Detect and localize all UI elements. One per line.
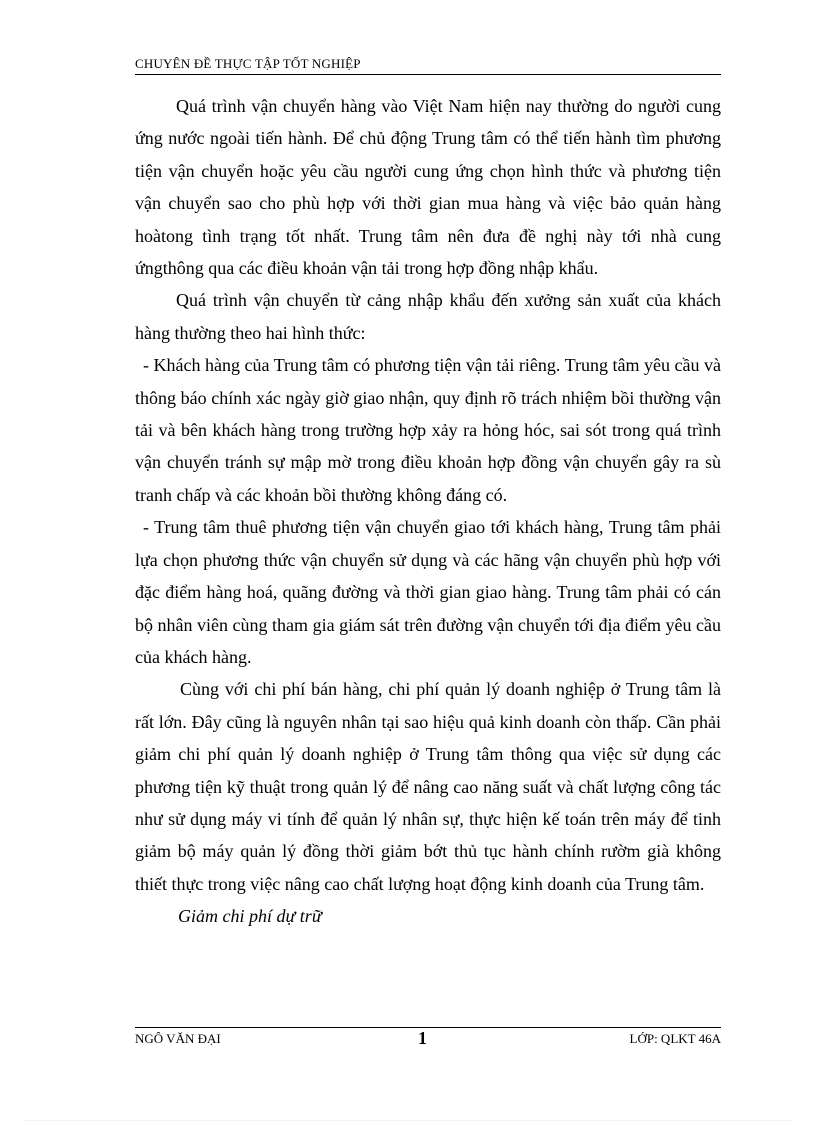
footer-author: NGÔ VĂN ĐẠI (135, 1031, 221, 1046)
paragraph-reduce-storage-costs: Giảm chi phí dự trữ (178, 906, 322, 927)
running-header: CHUYÊN ĐỀ THỰC TẬP TỐT NGHIỆP (135, 56, 361, 71)
paragraph-transport-forms: Quá trình vận chuyển từ cảng nhập khẩu đến xưởng sản xuất của khách hàng thường theo hai hình thức: (135, 290, 721, 343)
footer-divider (135, 1027, 721, 1028)
paragraph-center-hires-transport: - Trung tâm thuê phương tiện vận chuyển giao tới khách hàng, Trung tâm phải lựa chọn phương thức vận chuyển sử dụng và các hãng vận chuyển phù hợp với đặc điểm hàng hoá, quãng đường và thời gian giao hàng. Trung tâm phải có cán bộ nhân viên cùng tham gia giám sát trên đường vận chuyển tới địa điểm yêu cầu của khách hàng. (135, 517, 721, 667)
page-number: 1 (418, 1028, 427, 1048)
header-divider (135, 74, 721, 75)
page-bottom-border (25, 1120, 791, 1121)
paragraph-management-costs: Cùng với chi phí bán hàng, chi phí quản lý doanh nghiệp ở Trung tâm là rất lớn. Đây cũng là nguyên nhân tại sao hiệu quả kinh doanh còn thấp. Cần phải giảm chi phí quản lý doanh nghiệp ở Trung tâm thông qua việc sử dụng các phương tiện kỹ thuật trong quản lý để nâng cao năng suất và chất lượng công tác như sử dụng máy vi tính để quản lý nhân sự, thực hiện kế toán trên máy để tinh giảm bộ máy quản lý đồng thời giảm bớt thủ tục hành chính rườm già không thiết thực trong việc nâng cao chất lượng hoạt động kinh doanh của Trung tâm. (135, 679, 721, 894)
paragraph-customer-vehicles: - Khách hàng của Trung tâm có phương tiện vận tải riêng. Trung tâm yêu cầu và thông báo chính xác ngày giờ giao nhận, quy định rõ trách nhiệm bồi thường vận tải và bên khách hàng trong trường hợp xảy ra hỏng hóc, sai sót trong quá trình vận chuyển tránh sự mập mờ trong điều khoản hợp đồng vận chuyển gây ra sù tranh chấp và các khoản bồi thường không đáng có. (135, 355, 721, 505)
document-body (135, 90, 721, 933)
paragraph-transport-overview: Quá trình vận chuyển hàng vào Việt Nam hiện nay thường do người cung ứng nước ngoài tiến hành. Để chủ động Trung tâm có thể tiến hành tìm phương tiện vận chuyển hoặc yêu cầu người cung ứng chọn hình thức và phương tiện vận chuyển sao cho phù hợp với thời gian mua hàng và việc bảo quản hàng hoàtong tình trạng tốt nhất. Trung tâm nên đưa đề nghị này tới nhà cung ứngthông qua các điều khoản vận tải trong hợp đồng nhập khẩu. (135, 96, 721, 279)
footer-class: LỚP: QLKT 46A (629, 1031, 721, 1046)
